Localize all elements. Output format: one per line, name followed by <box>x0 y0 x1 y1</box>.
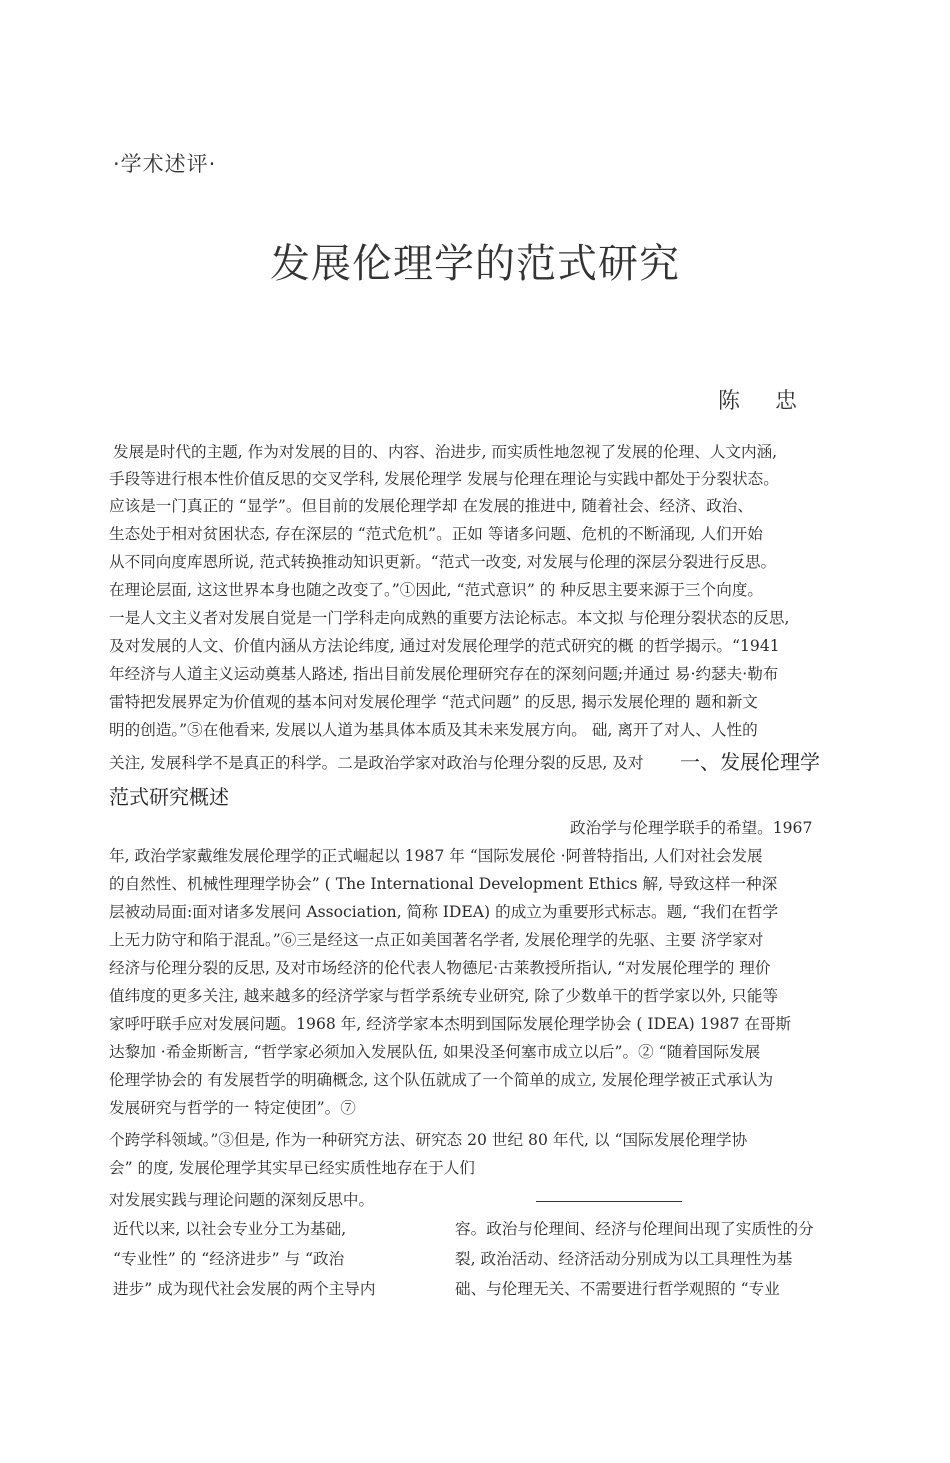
body-line: 政治学与伦理学联手的希望。1967 <box>570 819 813 837</box>
body-line: 值纬度的更多关注, 越来越多的经济学家与哲学系统专业研究, 除了少数单干的哲学家以外, 只能等 <box>109 987 779 1005</box>
left-column-line: “专业性” 的 “经济进步” 与 “政治 <box>113 1250 345 1268</box>
right-column-line: 裂, 政治活动、经济活动分别成为以工具理性为基 <box>455 1250 793 1268</box>
body-line: 层被动局面:面对诸多发展问 Association, 简称 IDEA) 的成立为重要形式标志。题, “我们在哲学 <box>109 903 779 921</box>
body-line: 明的创造。”⑤在他看来, 发展以人道为基具体本质及其未来发展方向。 础, 离开了对人、人性的 <box>109 721 758 739</box>
body-line: 应该是一门真正的 “显学”。但目前的发展伦理学却 在发展的推进中, 随着社会、经济、政治、 <box>109 497 753 515</box>
section-label: ·学术述评· <box>113 152 217 176</box>
body-line: 发展研究与哲学的一 特定使团”。⑦ <box>109 1099 356 1117</box>
left-column-line: 进步” 成为现代社会发展的两个主导内 <box>113 1280 376 1298</box>
section-heading: 一、发展伦理学 <box>680 750 820 774</box>
body-line: 年经济与人道主义运动奠基人路述, 指出目前发展伦理研究存在的深刻问题;并通过 易·约瑟夫·勒布 <box>109 665 779 683</box>
body-line: 年, 政治学家戴维发展伦理学的正式崛起以 1987 年 “国际发展伦 ·阿普特指出, 人们对社会发展 <box>109 847 763 865</box>
body-line: 经济与伦理分裂的反思, 及对市场经济的伦代表人物德尼·古莱教授所指认, “对发展伦理学的 理价 <box>109 959 771 977</box>
right-column-line: 础、与伦理无关、不需要进行哲学观照的 “专业 <box>455 1280 780 1298</box>
body-line: 伦理学协会的 有发展哲学的明确概念, 这个队伍就成了一个简单的成立, 发展伦理学被正式承认为 <box>109 1071 774 1089</box>
body-line: 手段等进行根本性价值反思的交叉学科, 发展伦理学 发展与伦理在理论与实践中都处于分裂状态。 <box>109 470 779 488</box>
body-line: 家呼吁联手应对发展问题。1968 年, 经济学家本杰明到国际发展伦理学协会 ( IDEA) 1987 在哥斯 <box>109 1015 792 1033</box>
body-line: 及对发展的人文、价值内涵从方法论纬度, 通过对发展伦理学的范式研究的概 的哲学揭示。“1941 <box>109 637 780 655</box>
body-line: 发展是时代的主题, 作为对发展的目的、内容、治进步, 而实质性地忽视了发展的伦理、人文内涵, <box>113 443 778 461</box>
body-line: 对发展实践与理论问题的深刻反思中。 <box>109 1191 375 1209</box>
body-line: 关注, 发展科学不是真正的科学。二是政治学家对政治与伦理分裂的反思, 及对 <box>109 754 644 772</box>
right-column-line: 容。政治与伦理间、经济与伦理间出现了实质性的分 <box>455 1220 814 1238</box>
body-line: 雷特把发展界定为价值观的基本问对发展伦理学 “范式问题” 的反思, 揭示发展伦理的 题和新文 <box>109 693 758 711</box>
left-column-line: 近代以来, 以社会专业分工为基础, <box>113 1220 347 1238</box>
body-line: 一是人文主义者对发展自觉是一门学科走向成熟的重要方法论标志。本文拟 与伦理分裂状态的反思, <box>109 609 790 627</box>
body-line: 达黎加 ·希金斯断言, “哲学家必须加入发展队伍, 如果没圣何塞市成立以后”。② “随着国际发展 <box>109 1043 761 1061</box>
body-line: 会” 的度, 发展伦理学其实早已经实质性地存在于人们 <box>109 1159 475 1177</box>
body-line: 从不同向度库恩所说, 范式转换推动知识更新。“范式一改变, 对发展与伦理的深层分裂进行反思。 <box>109 553 777 571</box>
footnote-rule <box>536 1201 682 1202</box>
body-line: 个跨学科领域。”③但是, 作为一种研究方法、研究态 20 世纪 80 年代, 以 “国际发展伦理学协 <box>109 1131 748 1149</box>
article-title: 发展伦理学的范式研究 <box>270 241 680 287</box>
section-heading-continued: 范式研究概述 <box>109 785 229 809</box>
body-line: 的自然性、机械性理理学协会” ( The International Development Ethics 解, 导致这样一种深 <box>109 875 778 893</box>
body-line: 生态处于相对贫困状态, 存在深层的 “范式危机”。正如 等诸多问题、危机的不断涌现, 人们开始 <box>109 525 763 543</box>
body-line: 在理论层面, 这这世界本身也随之改变了。”①因此, “范式意识” 的 种反思主要来源于三个向度。 <box>109 581 764 599</box>
author-name: 陈 忠 <box>718 389 811 414</box>
body-line: 上无力防守和陷于混乱。”⑥三是经这一点正如美国著名学者, 发展伦理学的先驱、主要 济学家对 <box>109 931 764 949</box>
